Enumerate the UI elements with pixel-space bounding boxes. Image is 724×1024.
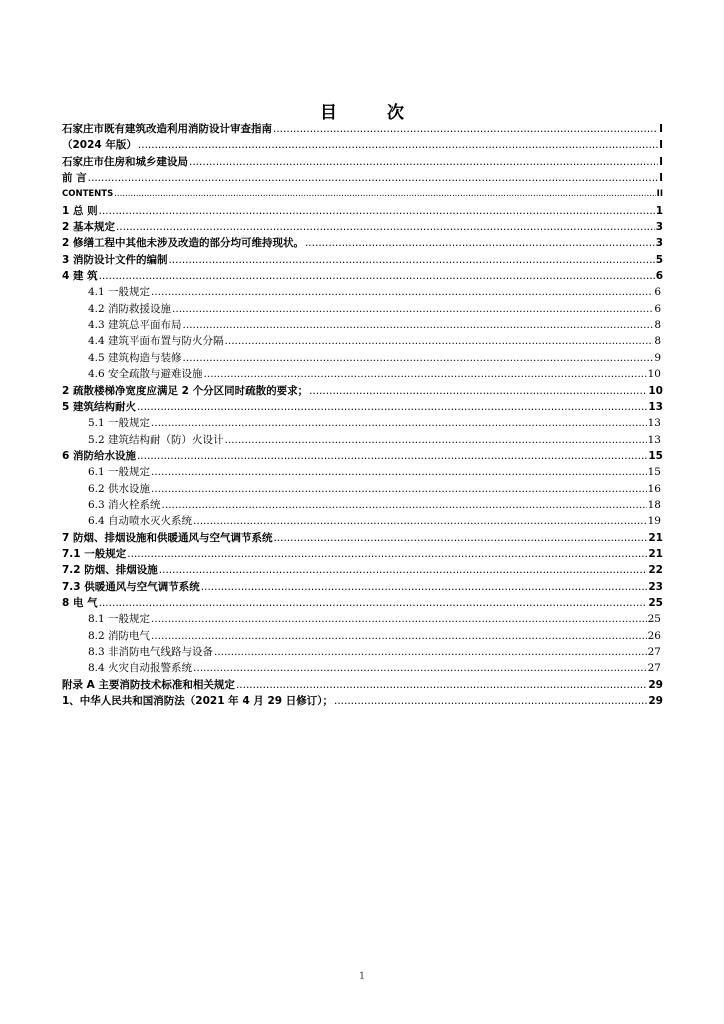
- toc-entry-title: 4.1 一般规定: [88, 286, 151, 299]
- toc-entry[interactable]: [62, 121, 663, 137]
- toc-entry-page: I: [659, 123, 663, 135]
- toc-leader-dots: [151, 464, 647, 480]
- toc-leader-dots: [99, 203, 655, 219]
- toc-entry-page: 29: [648, 678, 663, 691]
- toc-entry-page: 10: [647, 368, 661, 381]
- toc-entry-page: 23: [648, 580, 663, 593]
- toc-entry[interactable]: [62, 268, 663, 284]
- toc-entry[interactable]: [62, 350, 663, 366]
- toc-entry-title: 7.2 防烟、排烟设施: [62, 564, 158, 577]
- toc-entry-title: 前 言: [62, 172, 87, 185]
- toc-entry-page: 13: [647, 433, 661, 446]
- toc-entry-title: 6.1 一般规定: [88, 466, 151, 479]
- toc-entry-title: 8.2 消防电气: [88, 629, 151, 642]
- toc-leader-dots: [273, 530, 647, 546]
- toc-leader-dots: [183, 317, 654, 333]
- toc-entry[interactable]: [62, 660, 663, 676]
- toc-entry-page: 5: [655, 253, 663, 266]
- toc-entry-title: 8 电 气: [62, 596, 98, 609]
- toc-entry-title: 7 防烟、排烟设施和供暖通风与空气调节系统: [62, 531, 273, 544]
- toc-leader-dots: [151, 284, 653, 300]
- toc-entry-page: 29: [648, 695, 663, 708]
- toc-leader-dots: [151, 611, 647, 627]
- toc-entry-title: 2 修缮工程中其他未涉及改造的部分均可维持现状。: [62, 237, 304, 250]
- toc-entry[interactable]: [62, 186, 663, 202]
- toc-entry-title: 4.6 安全疏散与避难设施: [88, 368, 203, 381]
- toc-leader-dots: [334, 693, 647, 709]
- toc-entry-title: 8.4 火灾自动报警系统: [88, 662, 193, 675]
- toc-entry-title: 6.3 消火栓系统: [88, 498, 161, 511]
- toc-entry-title: 6.2 供水设施: [88, 482, 151, 495]
- toc-entry[interactable]: [62, 497, 663, 513]
- toc-entry[interactable]: [62, 154, 663, 170]
- toc-entry[interactable]: [62, 137, 663, 153]
- toc-entry-page: 15: [648, 449, 663, 462]
- toc-leader-dots: [201, 579, 648, 595]
- toc-entry[interactable]: [62, 252, 663, 268]
- toc-entry-page: 10: [648, 384, 663, 397]
- toc-entry[interactable]: [62, 317, 663, 333]
- toc-entry[interactable]: [62, 611, 663, 627]
- toc-leader-dots: [193, 660, 647, 676]
- toc-entry[interactable]: [62, 203, 663, 219]
- toc-entry-title: （2024 年版）: [62, 139, 137, 152]
- toc-entry[interactable]: [62, 448, 663, 464]
- toc-leader-dots: [88, 170, 658, 186]
- toc-entry-page: 6: [654, 302, 661, 315]
- toc-entry-title: 3 消防设计文件的编制: [62, 253, 168, 266]
- toc-entry-title: 4 建 筑: [62, 270, 98, 283]
- toc-entry-page: 3: [655, 221, 663, 234]
- toc-entry-page: 21: [648, 531, 663, 544]
- toc-entry-title: 7.3 供暖通风与空气调节系统: [62, 580, 200, 593]
- toc-entry[interactable]: [62, 235, 663, 251]
- toc-entry-page: 8: [654, 319, 661, 332]
- toc-entry-title: 5.2 建筑结构耐（防）火设计: [88, 433, 224, 446]
- toc-entry-title: 2 基本规定: [62, 221, 115, 234]
- toc-entry-page: 18: [647, 498, 661, 511]
- toc-leader-dots: [151, 481, 647, 497]
- toc-title: 目 次: [320, 103, 426, 123]
- toc-entry[interactable]: [62, 677, 663, 693]
- toc-entry-title: 7.1 一般规定: [62, 547, 127, 560]
- toc-leader-dots: [114, 186, 655, 202]
- toc-entry-title: 8.3 非消防电气线路与设备: [88, 646, 214, 658]
- toc-leader-dots: [183, 350, 654, 366]
- toc-entry-title: CONTENTS: [62, 189, 114, 200]
- toc-entry-page: 1: [655, 204, 663, 217]
- toc-leader-dots: [189, 154, 658, 170]
- toc-entry[interactable]: [62, 464, 663, 480]
- toc-leader-dots: [305, 235, 655, 251]
- toc-entry-title: 附录 A 主要消防技术标准和相关规定: [62, 678, 235, 691]
- toc-leader-dots: [172, 301, 653, 317]
- toc-entry-page: 21: [648, 547, 663, 560]
- toc-entry-page: 22: [648, 564, 663, 577]
- toc-entry-title: 2 疏散楼梯净宽度应满足 2 个分区同时疏散的要求；: [62, 384, 309, 397]
- toc-entry-page: 27: [647, 646, 661, 658]
- toc-entry[interactable]: [62, 513, 663, 529]
- toc-entry[interactable]: [62, 481, 663, 497]
- toc-entry[interactable]: [62, 219, 663, 235]
- toc-entry[interactable]: [62, 399, 663, 415]
- toc-entry[interactable]: [62, 366, 663, 382]
- toc-entry-title: 4.4 建筑平面布置与防火分隔: [88, 335, 224, 348]
- toc-leader-dots: [162, 497, 647, 513]
- toc-leader-dots: [138, 137, 658, 153]
- toc-entry-title: 1 总 则: [62, 204, 98, 217]
- toc-entry[interactable]: [62, 579, 663, 595]
- toc-entry[interactable]: [62, 693, 663, 709]
- toc-leader-dots: [193, 513, 647, 529]
- toc-leader-dots: [137, 448, 647, 464]
- toc-entry-page: 26: [647, 629, 661, 642]
- toc-entry-page: 13: [647, 417, 661, 430]
- table-of-contents: [62, 121, 663, 709]
- toc-entry[interactable]: [62, 546, 663, 562]
- page-number: 1: [358, 971, 366, 982]
- toc-leader-dots: [151, 628, 647, 644]
- toc-entry-page: 19: [647, 515, 661, 528]
- toc-leader-dots: [99, 595, 648, 611]
- toc-leader-dots: [225, 432, 647, 448]
- toc-entry-page: 8: [654, 335, 661, 348]
- toc-leader-dots: [168, 252, 654, 268]
- toc-entry-title: 5 建筑结构耐火: [62, 400, 136, 413]
- toc-entry[interactable]: [62, 432, 663, 448]
- toc-entry-title: 4.5 建筑构造与装修: [88, 351, 182, 364]
- toc-entry-page: 15: [647, 466, 661, 479]
- toc-entry[interactable]: [62, 284, 663, 300]
- toc-leader-dots: [159, 562, 648, 578]
- toc-entry-page: 3: [655, 237, 663, 250]
- toc-entry-page: I: [659, 155, 663, 168]
- toc-entry-page: 13: [648, 400, 663, 413]
- toc-entry-title: 6 消防给水设施: [62, 449, 136, 462]
- toc-leader-dots: [151, 415, 647, 431]
- toc-entry-title: 4.3 建筑总平面布局: [88, 319, 182, 332]
- toc-entry-title: 石家庄市住房和城乡建设局: [62, 155, 188, 168]
- toc-entry-title: 4.2 消防救援设施: [88, 302, 172, 315]
- toc-entry[interactable]: [62, 415, 663, 431]
- toc-entry[interactable]: [62, 383, 663, 399]
- toc-entry[interactable]: [62, 595, 663, 611]
- toc-entry-page: I: [659, 139, 663, 152]
- toc-entry-page: II: [656, 189, 663, 200]
- toc-entry-title: 石家庄市既有建筑改造利用消防设计审查指南: [62, 123, 272, 135]
- toc-entry-page: 9: [654, 351, 661, 364]
- toc-entry-page: 16: [647, 482, 661, 495]
- toc-leader-dots: [127, 546, 647, 562]
- toc-entry-page: I: [659, 172, 663, 185]
- toc-leader-dots: [99, 268, 655, 284]
- toc-entry-page: 6: [654, 286, 661, 299]
- toc-entry-page: 6: [655, 270, 663, 283]
- toc-entry-title: 5.1 一般规定: [88, 417, 151, 430]
- toc-entry[interactable]: [62, 644, 663, 660]
- toc-leader-dots: [236, 677, 647, 693]
- toc-entry-page: 25: [648, 596, 663, 609]
- toc-entry[interactable]: [62, 562, 663, 578]
- toc-leader-dots: [116, 219, 655, 235]
- toc-entry-page: 25: [647, 613, 661, 626]
- toc-entry[interactable]: [62, 301, 663, 317]
- toc-leader-dots: [225, 333, 654, 349]
- toc-leader-dots: [204, 366, 647, 382]
- toc-entry-title: 6.4 自动喷水灭火系统: [88, 515, 193, 528]
- toc-entry-title: 8.1 一般规定: [88, 613, 151, 626]
- toc-entry[interactable]: [62, 530, 663, 546]
- toc-entry[interactable]: [62, 170, 663, 186]
- toc-leader-dots: [273, 121, 658, 137]
- toc-entry[interactable]: [62, 628, 663, 644]
- toc-leader-dots: [214, 644, 647, 660]
- toc-leader-dots: [309, 383, 647, 399]
- toc-leader-dots: [137, 399, 647, 415]
- toc-entry-page: 27: [647, 662, 661, 675]
- toc-entry[interactable]: [62, 333, 663, 349]
- toc-entry-title: 1、中华人民共和国消防法（2021 年 4 月 29 日修订）；: [62, 695, 333, 708]
